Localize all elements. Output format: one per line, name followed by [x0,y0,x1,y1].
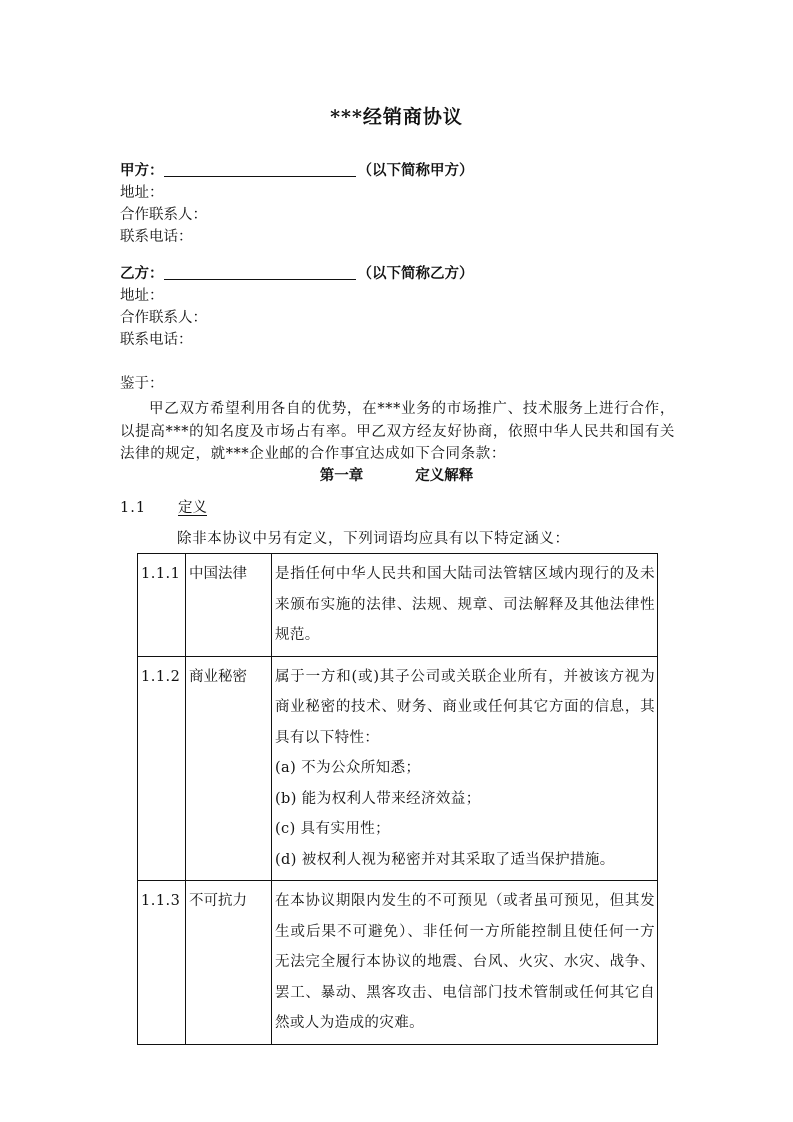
chapter-heading [0,465,793,487]
party-b-label: 乙方： [120,265,164,282]
party-a-name-blank [164,160,356,177]
party-b-phone-label: 联系电话： [120,332,193,348]
definition-number: 1.1.2 [138,656,186,881]
chapter-title: 定义解释 [415,467,474,484]
party-b-name-blank [164,263,356,280]
definitions-table-body [138,554,658,1045]
intro-paragraph: 甲乙双方希望利用各自的优势，在***业务的市场推广、技术服务上进行合作，以提高***的知名度及市场占有率。甲乙双方经友好协商，依照中华人民共和国有关法律的规定，就***企业邮的合作事宜达成如下合同条款： [120,401,675,462]
definition-list-item: (a) 不为公众所知悉； [275,760,421,776]
party-a-line [120,160,680,182]
table-row [138,656,658,881]
section-heading [120,497,207,519]
section-intro: 除非本协议中另有定义，下列词语均应具有以下特定涵义： [177,531,570,547]
definition-text: 是指任何中华人民共和国大陆司法管辖区域内现行的及未来颁布实施的法律、法规、规章、司法解释及其他法律性规范。 [275,566,655,643]
definition-number: 1.1.1 [138,554,186,657]
party-a-address-label: 地址： [120,185,164,201]
party-a-block [120,160,680,248]
definition-text: 在本协议期限内发生的不可预见（或者虽可预见，但其发生或后果不可避免）、非任何一方所能控制且使任何一方无法完全履行本协议的地震、台风、火灾、水灾、战争、罢工、暴动、黑客攻击、电信部门技术管制或任何其它自然或人为造成的灾难。 [275,893,655,1031]
definitions-table [137,553,658,1045]
party-a-suffix: （以下简称甲方） [357,162,474,179]
definition-list-item: (c) 具有实用性； [275,821,391,837]
definition-term: 不可抗力 [186,881,272,1045]
party-b-contact-label: 合作联系人： [120,310,207,326]
table-row [138,554,658,657]
table-row [138,881,658,1045]
party-b-suffix: （以下简称乙方） [357,265,474,282]
party-a-label: 甲方： [120,162,164,179]
party-b-block [120,263,680,351]
definition-list-item: (d) 被权利人视为秘密并对其采取了适当保护措施。 [275,851,615,868]
party-a-phone-label: 联系电话： [120,229,193,245]
definition-term: 商业秘密 [186,656,272,881]
section-title: 定义 [178,500,207,516]
whereas-label: 鉴于： [120,376,164,392]
definition-text-cell [272,554,658,657]
definition-text: 属于一方和(或)其子公司或关联企业所有，并被该方视为商业秘密的技术、财务、商业或任何其它方面的信息，其具有以下特性： [275,668,655,746]
definition-text-cell [272,881,658,1045]
party-b-address-label: 地址： [120,288,164,304]
definition-list-item: (b) 能为权利人带来经济效益； [275,790,481,807]
document-title: ***经销商协议 [330,106,463,128]
definition-term: 中国法律 [186,554,272,657]
section-number: 1.1 [120,500,147,516]
definition-number: 1.1.3 [138,881,186,1045]
definition-text-cell [272,656,658,881]
chapter-number: 第一章 [319,467,364,484]
party-b-line [120,263,680,285]
party-a-contact-label: 合作联系人： [120,207,207,223]
